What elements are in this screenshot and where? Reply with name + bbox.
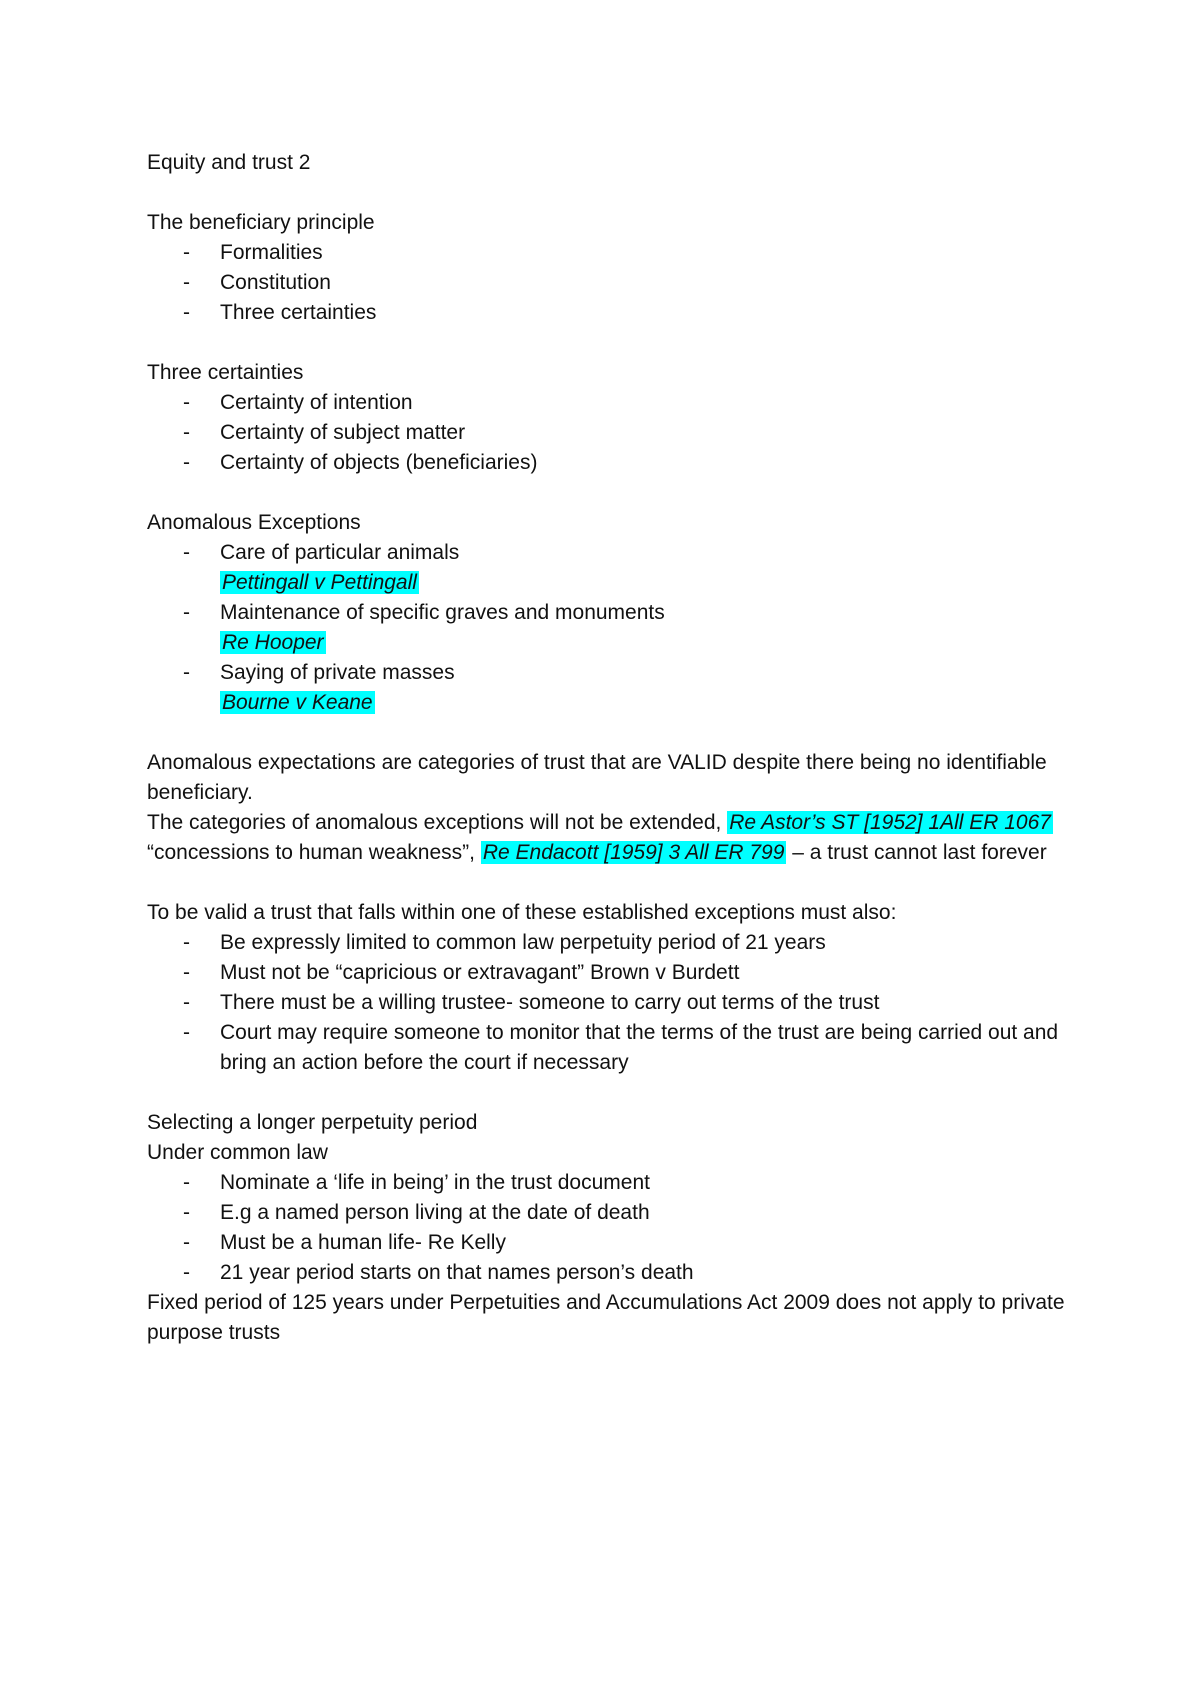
section-heading-anomalous-exceptions: Anomalous Exceptions: [147, 511, 361, 534]
subheading-common-law: Under common law: [147, 1141, 328, 1164]
case-citation: Pettingall v Pettingall: [222, 571, 417, 594]
section-heading-beneficiary-principle: The beneficiary principle: [147, 211, 375, 234]
list-item: - Certainty of intention: [183, 391, 413, 414]
section-heading-validity-requirements: To be valid a trust that falls within one of these established exceptions must also:: [147, 901, 897, 924]
list-item: - Must not be “capricious or extravagant” Brown v Burdett: [183, 961, 740, 984]
list-item: - Certainty of subject matter: [183, 421, 466, 444]
case-citation: Re Endacott [1959] 3 All ER 799: [482, 841, 785, 864]
document-title: Equity and trust 2: [147, 151, 311, 174]
list-beneficiary-principle: [147, 238, 1067, 328]
list-item: - Saying of private masses Bourne v Keane: [183, 661, 455, 714]
list-item: - Three certainties: [183, 301, 377, 324]
paragraph-anomalous-expectations: Anomalous expectations are categories of trust that are VALID despite there being no identifiable beneficiary.: [147, 751, 1047, 804]
paragraph-concessions: “concessions to human weakness”, Re Endacott [1959] 3 All ER 799 – a trust cannot last forever: [147, 841, 1047, 864]
list-three-certainties: [147, 388, 1067, 478]
case-citation: Re Astor’s ST [1952] 1All ER 1067: [729, 811, 1051, 834]
list-item: - There must be a willing trustee- someone to carry out terms of the trust: [183, 991, 880, 1014]
section-heading-three-certainties: Three certainties: [147, 361, 304, 384]
list-validity-requirements: [147, 928, 1067, 1078]
list-item: - Care of particular animals Pettingall v Pettingall: [183, 541, 460, 594]
list-item: - Maintenance of specific graves and monuments Re Hooper: [183, 601, 665, 654]
paragraph-not-extended: The categories of anomalous exceptions will not be extended, Re Astor’s ST [1952] 1All ER 1067: [147, 811, 1051, 834]
list-item: - Certainty of objects (beneficiaries): [183, 451, 538, 474]
document-page: [147, 148, 1067, 1348]
list-item: - Must be a human life- Re Kelly: [183, 1231, 506, 1254]
list-anomalous-exceptions: [147, 538, 1067, 718]
list-item: - 21 year period starts on that names person’s death: [183, 1261, 694, 1284]
list-item: - Court may require someone to monitor that the terms of the trust are being carried out and bring an action before the court if necessary: [183, 1021, 1059, 1074]
paragraph-fixed-period: Fixed period of 125 years under Perpetuities and Accumulations Act 2009 does not apply to private purpose trusts: [147, 1291, 1065, 1344]
list-item: - Nominate a ‘life in being’ in the trust document: [183, 1171, 650, 1194]
list-common-law: [147, 1168, 1067, 1288]
case-citation: Re Hooper: [222, 631, 324, 654]
list-item: - Be expressly limited to common law perpetuity period of 21 years: [183, 931, 826, 954]
list-item: - Constitution: [183, 271, 331, 294]
list-item: - E.g a named person living at the date of death: [183, 1201, 650, 1224]
list-item: - Formalities: [183, 241, 323, 264]
case-citation: Bourne v Keane: [222, 691, 373, 714]
section-heading-longer-perpetuity: Selecting a longer perpetuity period: [147, 1111, 478, 1134]
